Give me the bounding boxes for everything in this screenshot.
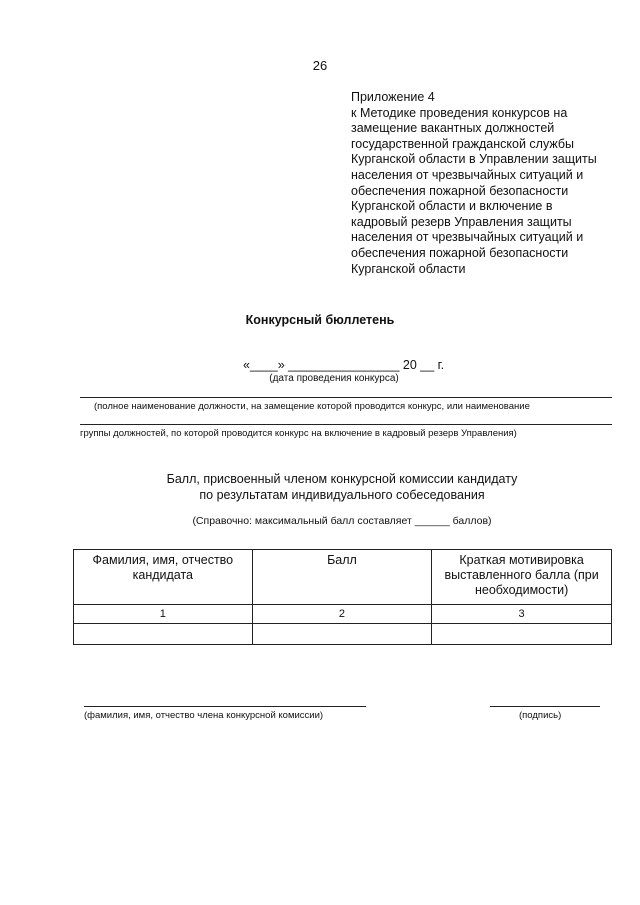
appendix-line: населения от чрезвычайных ситуаций и bbox=[351, 167, 584, 182]
appendix-line: обеспечения пожарной безопасности bbox=[351, 245, 569, 260]
signature-caption: (подпись) bbox=[519, 710, 562, 721]
signature-line bbox=[490, 706, 600, 707]
column-number: 1 bbox=[74, 605, 253, 624]
appendix-line: Курганской области в Управлении защиты bbox=[351, 152, 597, 167]
reference-note: (Справочно: максимальный балл составляет ______ баллов) bbox=[192, 515, 492, 527]
date-caption: (дата проведения конкурса) bbox=[269, 373, 399, 384]
table-cell bbox=[74, 624, 253, 645]
appendix-line: обеспечения пожарной безопасности bbox=[351, 183, 569, 198]
page-number: 26 bbox=[312, 58, 328, 73]
position-blank-line-1 bbox=[80, 397, 612, 398]
table-cell bbox=[252, 624, 432, 645]
appendix-line: Приложение 4 bbox=[351, 90, 435, 104]
appendix-line: к Методике проведения конкурсов на bbox=[351, 105, 568, 120]
table-cell bbox=[432, 624, 612, 645]
date-line: «____» ________________ 20 __ г. bbox=[243, 358, 445, 372]
table-row bbox=[74, 624, 612, 645]
appendix-line: кадровый резерв Управления защиты bbox=[351, 214, 572, 229]
appendix-line: Курганской области и включение в bbox=[351, 199, 553, 214]
column-number: 2 bbox=[252, 605, 432, 624]
appendix-line: замещение вакантных должностей bbox=[351, 121, 555, 136]
member-name-line bbox=[84, 706, 366, 707]
position-caption-2: группы должностей, по которой проводится конкурс на включение в кадровый резерв Управления) bbox=[80, 428, 517, 439]
appendix-note bbox=[351, 90, 631, 277]
table-number-row bbox=[74, 605, 612, 624]
appendix-line: населения от чрезвычайных ситуаций и bbox=[351, 230, 584, 245]
header-candidate-name: Фамилия, имя, отчество кандидата bbox=[74, 550, 253, 605]
score-heading bbox=[0, 472, 640, 503]
appendix-line: государственной гражданской службы bbox=[351, 136, 574, 151]
member-name-caption: (фамилия, имя, отчество члена конкурсной комиссии) bbox=[84, 710, 324, 721]
score-heading-line-1: Балл, присвоенный членом конкурсной комиссии кандидату bbox=[166, 472, 518, 486]
score-table bbox=[73, 549, 612, 645]
appendix-line: Курганской области bbox=[351, 261, 466, 276]
header-score: Балл bbox=[252, 550, 432, 605]
table-header-row bbox=[74, 550, 612, 605]
header-motivation: Краткая мотивировка выставленного балла (при необходимости) bbox=[432, 550, 612, 605]
position-caption-1: (полное наименование должности, на замещение которой проводится конкурс, или наименование bbox=[94, 401, 530, 412]
score-heading-line-2: по результатам индивидуального собеседования bbox=[199, 487, 485, 502]
position-blank-line-2 bbox=[80, 424, 612, 425]
column-number: 3 bbox=[432, 605, 612, 624]
document-title: Конкурсный бюллетень bbox=[245, 313, 395, 327]
